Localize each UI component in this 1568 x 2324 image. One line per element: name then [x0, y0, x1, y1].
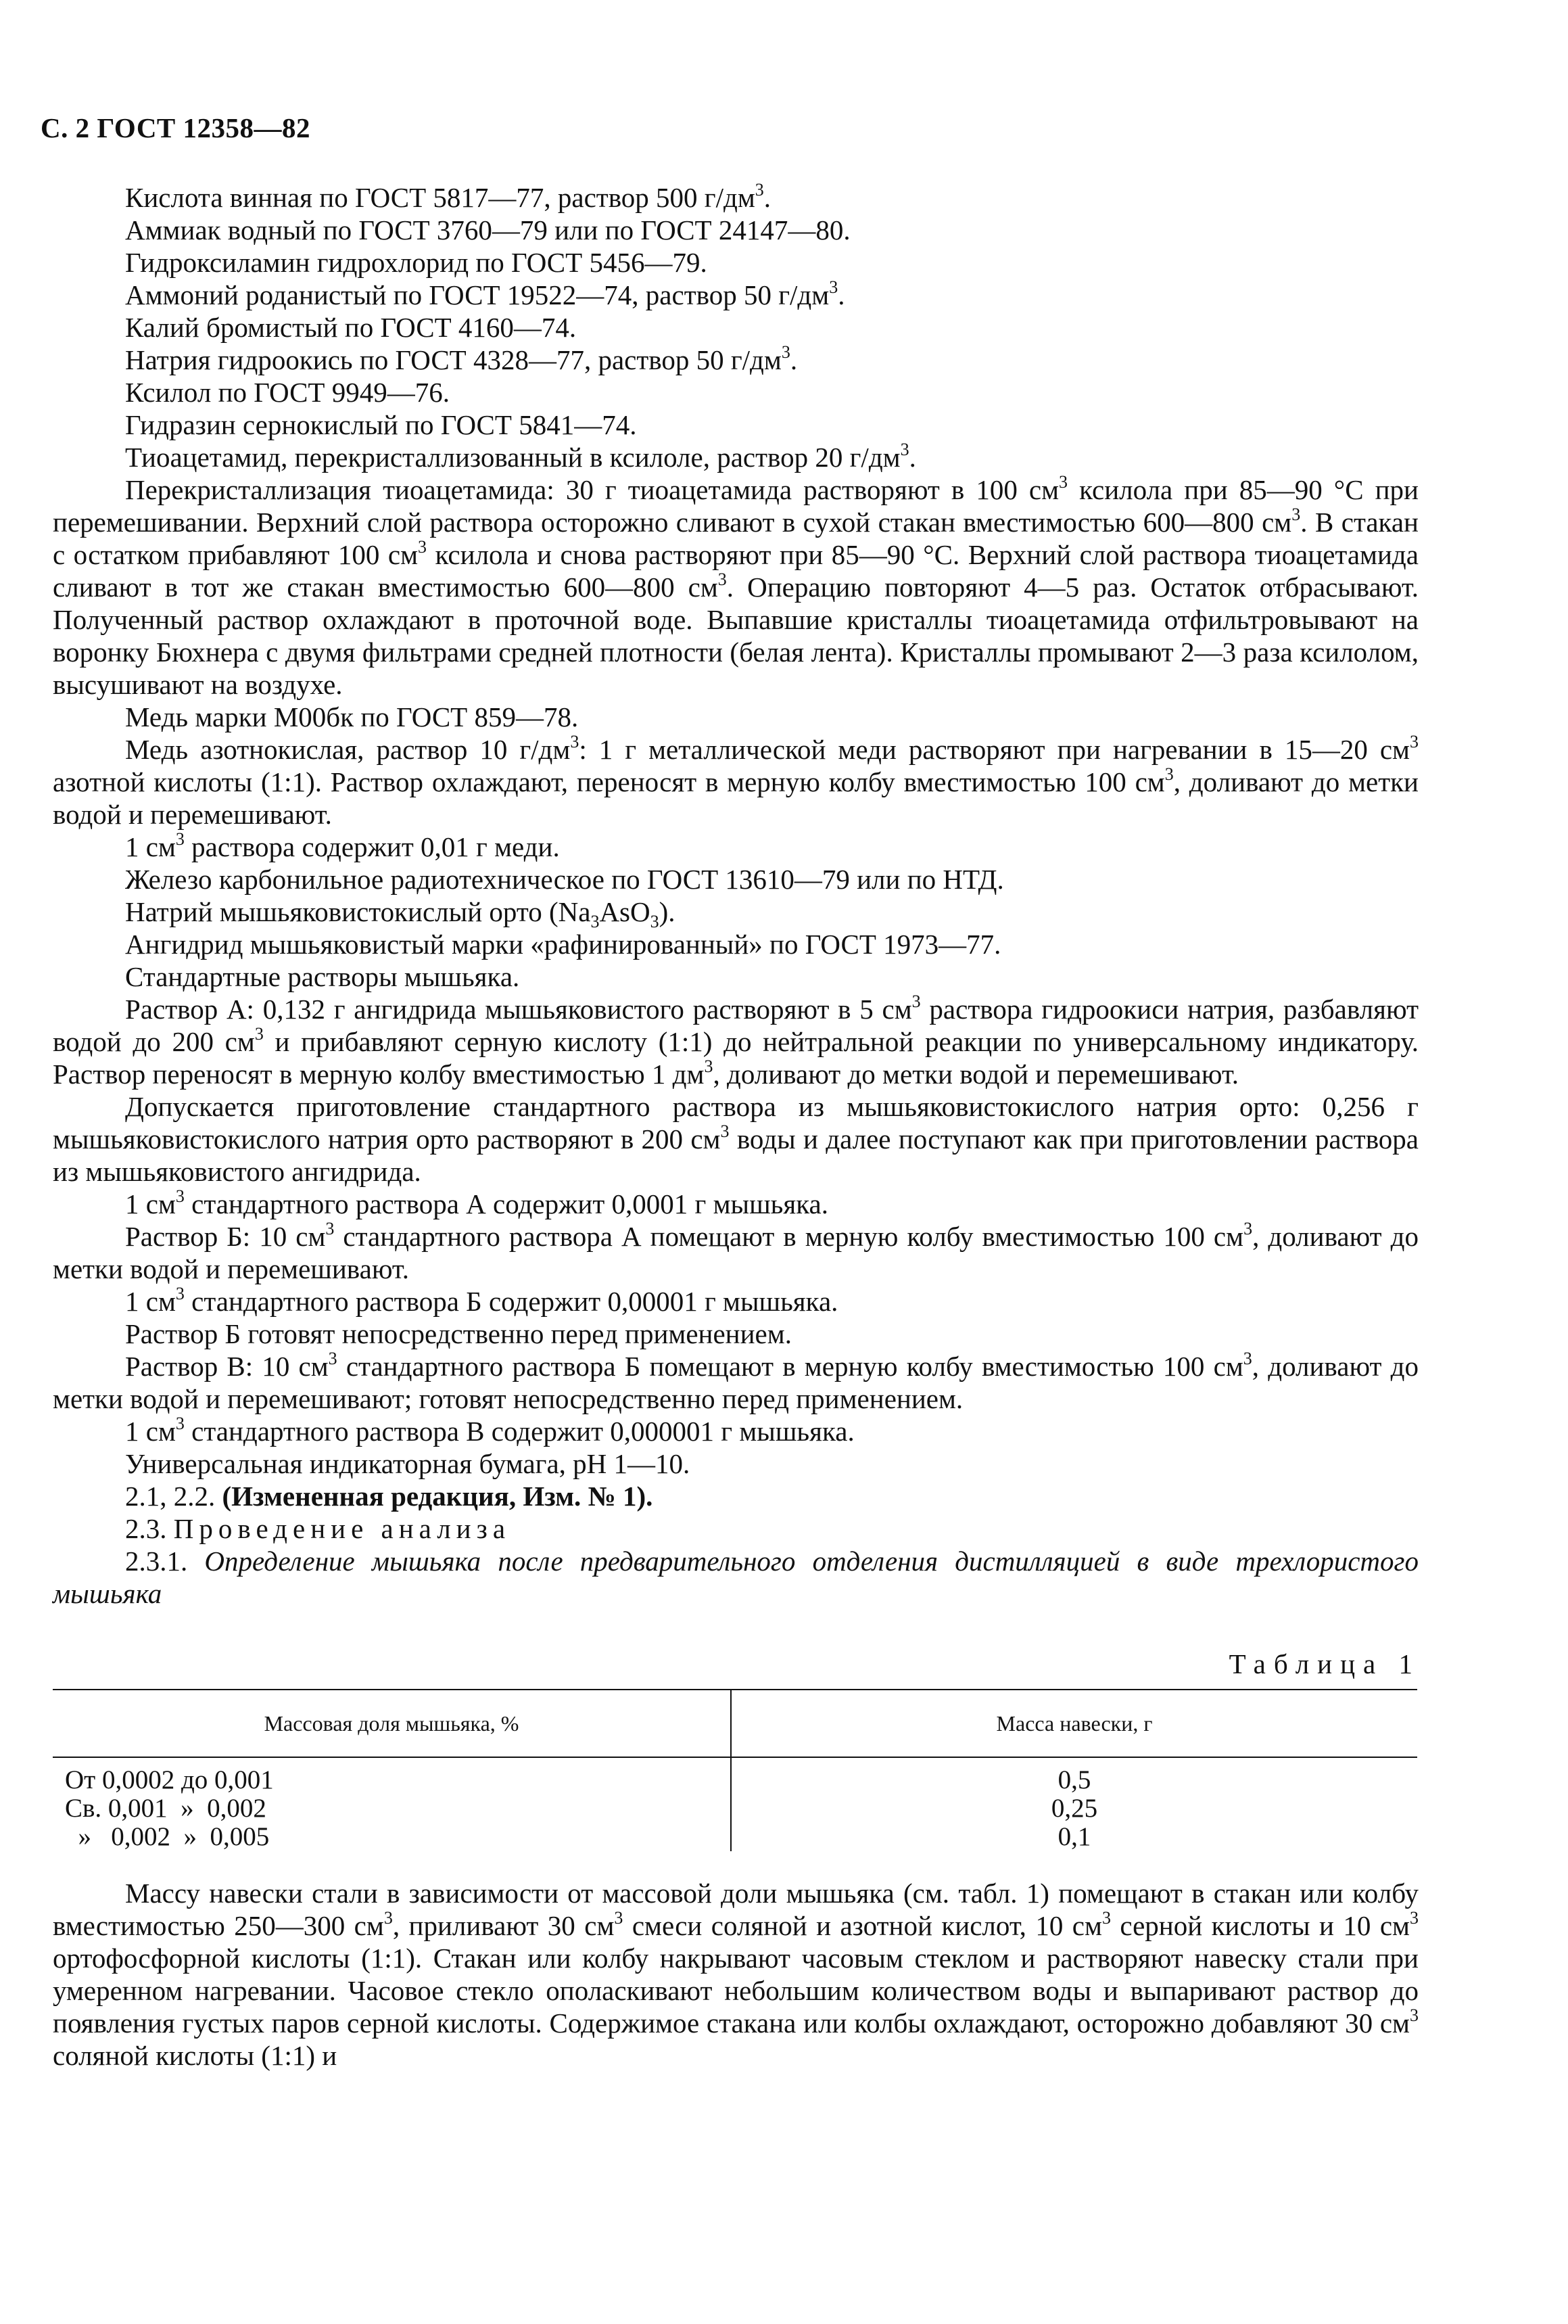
- text-run: смеси соляной и азотной кислот, 10 см: [623, 1910, 1102, 1941]
- text-run: 1 см: [125, 1416, 176, 1447]
- text-run: 3: [900, 440, 909, 460]
- text-run: Гидроксиламин гидрохлорид по ГОСТ 5456—79.: [125, 247, 707, 278]
- paragraph: [53, 1415, 1419, 1447]
- text-run: Ксилол по ГОСТ 9949—76.: [125, 377, 450, 408]
- text-run: стандартного раствора В содержит 0,000001 г мышьяка.: [184, 1416, 855, 1447]
- text-run: Раствор В: 10 см: [125, 1351, 329, 1382]
- text-run: Тиоацетамид, перекристаллизованный в ксилоле, раствор 20 г/дм: [125, 442, 901, 473]
- text-run: Перекристаллизация тиоацетамида: 30 г тиоацетамида растворяют в 100 см: [125, 474, 1060, 505]
- text-run: 3: [614, 1908, 623, 1928]
- paragraph: [53, 376, 1419, 409]
- text-run: воды и далее поступают как при приготовлении раствора из мышьяковистого ангидрида.: [53, 1123, 1419, 1187]
- paragraph: [53, 1090, 1419, 1188]
- text-run: раствора содержит 0,01 г меди.: [184, 831, 560, 862]
- text-run: 3: [911, 992, 921, 1012]
- table-row-mass: 0,5: [1058, 1765, 1091, 1794]
- paragraph: [53, 1877, 1419, 2072]
- text-run: 3: [590, 912, 600, 932]
- text-run: Определение мышьяка после предварительного отделения дистилляцией в виде трехлористого мышьяка: [53, 1546, 1419, 1609]
- paragraph: [53, 246, 1419, 279]
- text-run: 3: [175, 1284, 185, 1304]
- paragraph: [53, 344, 1419, 376]
- paragraph: [53, 1220, 1419, 1285]
- text-run: серной кислоты и 10 см: [1110, 1910, 1410, 1941]
- paragraph: [53, 1447, 1419, 1480]
- paragraph: [53, 473, 1419, 701]
- text-run: 2.3.1.: [125, 1546, 205, 1577]
- text-run: Аммоний роданистый по ГОСТ 19522—74, раствор 50 г/дм: [125, 279, 830, 310]
- text-run: .: [790, 344, 798, 375]
- text-run: 3: [328, 1349, 337, 1369]
- text-run: Гидразин сернокислый по ГОСТ 5841—74.: [125, 409, 637, 440]
- text-run: , доливают до метки водой и перемешивают.: [713, 1059, 1239, 1090]
- table-caption: Таблица 1: [1229, 1648, 1421, 1679]
- text-run: .: [909, 442, 916, 473]
- text-run: и прибавляют серную кислоту (1:1) до нейтральной реакции по универсальному индикатору. Раствор переносят в мерную колбу вместимостью 1 дм: [53, 1026, 1419, 1090]
- paragraph: [53, 279, 1419, 311]
- column-header-sample-mass: Масса навески, г: [731, 1690, 1417, 1757]
- text-run: стандартного раствора А помещают в мерную колбу вместимостью 100 см: [334, 1221, 1244, 1252]
- text-run: 3: [829, 277, 838, 298]
- paragraph: [53, 896, 1419, 932]
- text-run: Проведение анализа: [173, 1513, 511, 1544]
- text-run: .: [838, 279, 845, 310]
- table-row-range: » 0,002 » 0,005: [65, 1822, 270, 1851]
- text-run: азотной кислоты (1:1). Раствор охлаждают, переносят в мерную колбу вместимостью 100 см: [53, 766, 1165, 797]
- text-run: ксилола и снова растворяют при 85—90 °С. Верхний слой раствора тиоацетамида сливают в тот же стакан вместимостью 600—800 см: [53, 539, 1419, 603]
- text-run: . В стакан с остатком прибавляют 100 см: [53, 507, 1419, 570]
- text-run: , доливают до метки водой и перемешивают.: [53, 766, 1419, 830]
- text-run: Раствор А: 0,132 г ангидрида мышьяковистого растворяют в 5 см: [125, 994, 912, 1025]
- text-run: 1 см: [125, 831, 176, 862]
- text-run: Медь марки М00бк по ГОСТ 859—78.: [125, 701, 579, 733]
- sample-mass-cell: [731, 1757, 1417, 1851]
- body-text-after-table: [53, 1877, 1419, 2072]
- table-row-mass: 0,25: [1051, 1794, 1098, 1823]
- text-run: 3: [650, 912, 659, 932]
- text-run: 3: [1291, 505, 1301, 525]
- paragraph: [53, 311, 1419, 344]
- paragraph: [53, 1318, 1419, 1350]
- text-run: 3: [418, 537, 427, 557]
- paragraph: [53, 1545, 1419, 1610]
- text-run: 2.3.: [125, 1513, 174, 1544]
- text-run: 3: [704, 1056, 713, 1077]
- paragraph: [53, 1480, 1419, 1512]
- text-run: 3: [717, 570, 727, 590]
- text-run: 3: [781, 342, 790, 363]
- text-run: Натрий мышьяковистокислый орто (Na: [125, 896, 591, 927]
- text-run: 1 см: [125, 1188, 176, 1219]
- page-header: С. 2 ГОСТ 12358—82: [41, 112, 311, 143]
- text-run: 3: [755, 180, 764, 200]
- text-run: AsO: [599, 896, 650, 927]
- text-run: 3: [383, 1908, 393, 1928]
- paragraph: [53, 214, 1419, 246]
- text-run: 2.1, 2.2.: [125, 1481, 222, 1512]
- text-run: 3: [720, 1121, 730, 1142]
- text-run: Калий бромистый по ГОСТ 4160—74.: [125, 312, 577, 343]
- text-run: Раствор Б: 10 см: [125, 1221, 326, 1252]
- text-run: раствора гидроокиси натрия, разбавляют водой до 200 см: [53, 994, 1419, 1057]
- text-run: 3: [1243, 1219, 1253, 1239]
- table-row-range: От 0,0002 до 0,001: [65, 1765, 274, 1794]
- paragraph: [53, 928, 1419, 960]
- table-row-range: Св. 0,001 » 0,002: [65, 1794, 266, 1823]
- paragraph: [53, 993, 1419, 1090]
- text-run: 3: [1410, 732, 1419, 752]
- text-run: 3: [1410, 2005, 1419, 2026]
- text-run: 3: [175, 1186, 185, 1207]
- text-run: ).: [659, 896, 675, 927]
- text-run: (Измененная редакция, Изм. № 1).: [222, 1481, 653, 1512]
- text-run: ксилола при 85—90 °С при перемешивании. Верхний слой раствора осторожно сливают в сухой стакан вместимостью 600—800 см: [53, 474, 1419, 538]
- column-header-arsenic-fraction: Массовая доля мышьяка, %: [53, 1690, 731, 1757]
- text-run: 3: [1101, 1908, 1111, 1928]
- text-run: соляной кислоты (1:1) и: [53, 2040, 337, 2071]
- text-run: 3: [175, 1414, 185, 1434]
- paragraph: [53, 409, 1419, 441]
- text-run: : 1 г металлической меди растворяют при нагревании в 15—20 см: [579, 734, 1410, 765]
- text-run: 3: [1164, 764, 1174, 785]
- paragraph: [53, 1350, 1419, 1415]
- text-run: Ангидрид мышьяковистый марки «рафинированный» по ГОСТ 1973—77.: [125, 929, 1001, 960]
- paragraph: [53, 1188, 1419, 1220]
- text-run: Универсальная индикаторная бумага, pH 1—10.: [125, 1448, 690, 1479]
- text-run: стандартного раствора А содержит 0,0001 г мышьяка.: [184, 1188, 828, 1219]
- table-1: [53, 1689, 1417, 1851]
- text-run: Допускается приготовление стандартного раствора из мышьяковистокислого натрия орто: 0,256 г мышьяковистокислого натрия орто растворяют в 200 см: [53, 1091, 1419, 1155]
- paragraph: [53, 831, 1419, 863]
- text-run: 1 см: [125, 1286, 176, 1317]
- paragraph: [53, 960, 1419, 993]
- text-run: стандартного раствора Б помещают в мерную колбу вместимостью 100 см: [337, 1351, 1243, 1382]
- body-text: [53, 181, 1419, 1610]
- text-run: ортофосфорной кислоты (1:1). Стакан или колбу накрывают часовым стеклом и растворяют навеску стали при умеренном нагревании. Часовое стекло ополаскивают небольшим количеством воды и выпаривают раствор до появления густых паров серной кислоты. Содержимое стакана или колбы охлаждают, осторожно добавляют 30 см: [53, 1943, 1419, 2039]
- text-run: 3: [175, 829, 185, 850]
- text-run: Медь азотнокислая, раствор 10 г/дм: [125, 734, 571, 765]
- text-run: 3: [1410, 1908, 1419, 1928]
- table-row-mass: 0,1: [1058, 1822, 1091, 1851]
- text-run: 3: [325, 1219, 335, 1239]
- text-run: 3: [1243, 1349, 1252, 1369]
- text-run: 3: [1059, 472, 1068, 492]
- paragraph: [53, 1512, 1419, 1545]
- text-run: стандартного раствора Б содержит 0,00001 г мышьяка.: [184, 1286, 838, 1317]
- text-run: , приливают 30 см: [392, 1910, 615, 1941]
- text-run: 3: [570, 732, 579, 752]
- paragraph: [53, 863, 1419, 896]
- text-run: 3: [254, 1024, 264, 1044]
- text-run: Кислота винная по ГОСТ 5817—77, раствор 500 г/дм: [125, 182, 755, 213]
- paragraph: [53, 181, 1419, 214]
- text-run: Железо карбонильное радиотехническое по ГОСТ 13610—79 или по НТД.: [125, 864, 1004, 895]
- paragraph: [53, 441, 1419, 473]
- text-run: . Операцию повторяют 4—5 раз. Остаток отбрасывают. Полученный раствор охлаждают в проточной воде. Выпавшие кристаллы тиоацетамида отфильтровывают на воронку Бюхнера с двумя фильтрами средней плотности (белая лента). Кристаллы промывают 2—3 раза ксилолом, высушивают на воздухе.: [53, 572, 1419, 700]
- paragraph: [53, 701, 1419, 733]
- text-run: Массу навески стали в зависимости от массовой доли мышьяка (см. табл. 1) помещают в стакан или колбу вместимостью 250—300 см: [53, 1878, 1419, 1941]
- text-run: Натрия гидроокись по ГОСТ 4328—77, раствор 50 г/дм: [125, 344, 782, 375]
- text-run: , доливают до метки водой и перемешивают.: [53, 1221, 1419, 1284]
- text-run: , доливают до метки водой и перемешивают; готовят непосредственно перед применением.: [53, 1351, 1419, 1414]
- paragraph: [53, 1285, 1419, 1318]
- text-run: Стандартные растворы мышьяка.: [125, 961, 520, 992]
- text-run: .: [763, 182, 771, 213]
- arsenic-fraction-cell: [53, 1757, 731, 1851]
- text-run: Раствор Б готовят непосредственно перед применением.: [125, 1318, 792, 1349]
- text-run: Аммиак водный по ГОСТ 3760—79 или по ГОСТ 24147—80.: [125, 214, 851, 246]
- paragraph: [53, 733, 1419, 831]
